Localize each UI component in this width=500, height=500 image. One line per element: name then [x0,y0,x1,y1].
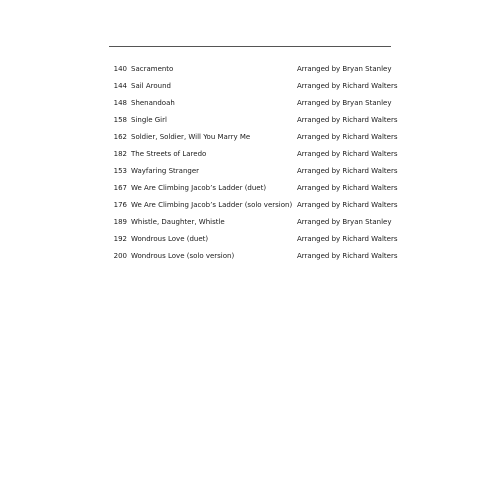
toc-row [109,146,398,163]
table-of-contents [109,61,398,265]
toc-arranger: Arranged by Richard Walters [297,133,398,141]
toc-arranger: Arranged by Richard Walters [297,252,398,260]
toc-page-number: 148 [113,99,127,107]
toc-song-title: Single Girl [131,116,167,124]
toc-song-title: The Streets of Laredo [131,150,207,158]
toc-arranger: Arranged by Richard Walters [297,235,398,243]
toc-page-number: 162 [113,133,127,141]
toc-page-number: 176 [113,201,127,209]
toc-arranger: Arranged by Richard Walters [297,82,398,90]
toc-arranger: Arranged by Richard Walters [297,116,398,124]
toc-row [109,180,398,197]
toc-arranger: Arranged by Richard Walters [297,184,398,192]
toc-song-title: We Are Climbing Jacob’s Ladder (duet) [131,184,267,192]
toc-row [109,197,398,214]
toc-song-title: We Are Climbing Jacob’s Ladder (solo version) [131,201,293,209]
toc-song-title: Shenandoah [131,99,175,107]
toc-row [109,248,398,265]
toc-arranger: Arranged by Bryan Stanley [297,99,392,107]
toc-arranger: Arranged by Richard Walters [297,150,398,158]
toc-song-title: Soldier, Soldier, Will You Marry Me [131,133,251,141]
toc-arranger: Arranged by Richard Walters [297,167,398,175]
toc-page-number: 192 [113,235,127,243]
toc-page-number: 189 [113,218,127,226]
toc-row [109,61,391,78]
toc-row [109,163,398,180]
toc-arranger: Arranged by Bryan Stanley [297,218,392,226]
toc-song-title: Wondrous Love (duet) [131,235,209,243]
toc-row [109,95,391,112]
toc-page-number: 167 [113,184,127,192]
toc-row [109,112,398,129]
toc-page-number: 182 [113,150,127,158]
toc-page-number: 144 [113,82,127,90]
toc-page-number: 140 [113,65,127,73]
toc-page-number: 153 [113,167,127,175]
toc-row [109,78,398,95]
toc-page-number: 200 [113,252,127,260]
toc-song-title: Wayfaring Stranger [131,167,200,175]
toc-song-title: Sacramento [131,65,174,73]
toc-row [109,231,398,248]
toc-page-number: 158 [113,116,127,124]
toc-song-title: Sail Around [131,82,171,90]
toc-row [109,214,391,231]
toc-song-title: Whistle, Daughter, Whistle [131,218,225,226]
toc-row [109,129,398,146]
toc-arranger: Arranged by Bryan Stanley [297,65,392,73]
toc-song-title: Wondrous Love (solo version) [131,252,235,260]
toc-arranger: Arranged by Richard Walters [297,201,398,209]
header-rule [109,46,391,47]
